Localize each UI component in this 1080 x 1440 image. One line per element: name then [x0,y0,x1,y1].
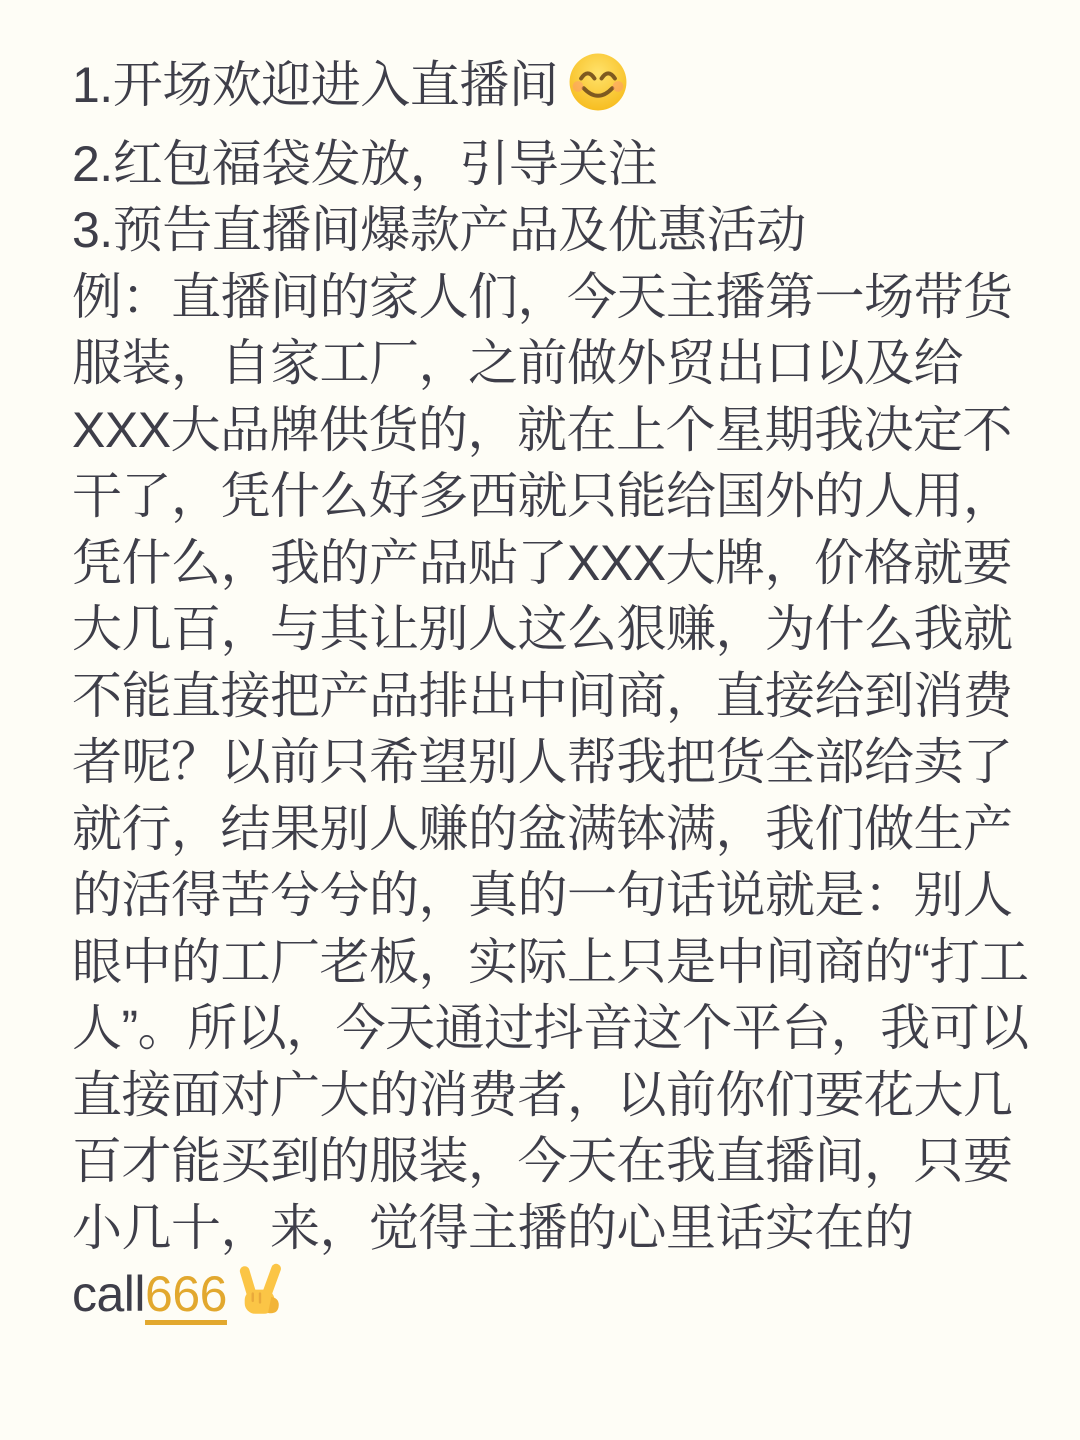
text-line: 人”。所以，今天通过抖音这个平台，我可以 [72,1000,1029,1056]
text-line: 眼中的工厂老板，实际上只是中间商的“打工 [72,933,1029,990]
text-line: 小几十，来，觉得主播的心里话实在的 [72,1199,914,1256]
text-line: 3.预告直播间爆款产品及优惠活动 [72,202,806,258]
text-line-call666 [72,1261,1040,1338]
666-link[interactable]: 666 [145,1266,227,1322]
victory-hand-emoji-icon [231,1263,289,1338]
text-line: 者呢？以前只希望别人帮我把货全部给卖了 [72,734,1013,790]
text-line: XXX大品牌供货的，就在上个星期我决定不 [72,401,1013,458]
text-line: 直接面对广大的消费者，以前你们要花大几 [72,1066,1013,1123]
smiling-face-emoji-icon [566,50,630,131]
text-line: 凭什么，我的产品贴了XXX大牌，价格就要 [72,534,1013,591]
text-line: 大几百，与其让别人这么狠赚，为什么我就 [72,601,1013,657]
text-line: 的活得苦兮兮的，真的一句话说就是：别人 [72,867,1013,923]
line-text: 1.开场欢迎进入直播间 [72,57,559,113]
text-line: 就行，结果别人赚的盆满钵满，我们做生产 [72,800,1013,857]
text-line: 不能直接把产品排出中间商，直接给到消费 [72,667,1013,724]
text-line: 服装，自家工厂，之前做外贸出口以及给 [72,335,963,391]
call-text: call [72,1266,146,1322]
text-line: 百才能买到的服装，今天在我直播间，只要 [72,1133,1013,1189]
text-line: 2.红包福袋发放，引导关注 [72,135,658,192]
text-line: 例：直播间的家人们，今天主播第一场带货 [72,268,1013,325]
text-line [72,50,1040,131]
text-line: 干了，凭什么好多西就只能给国外的人用， [72,468,1013,524]
